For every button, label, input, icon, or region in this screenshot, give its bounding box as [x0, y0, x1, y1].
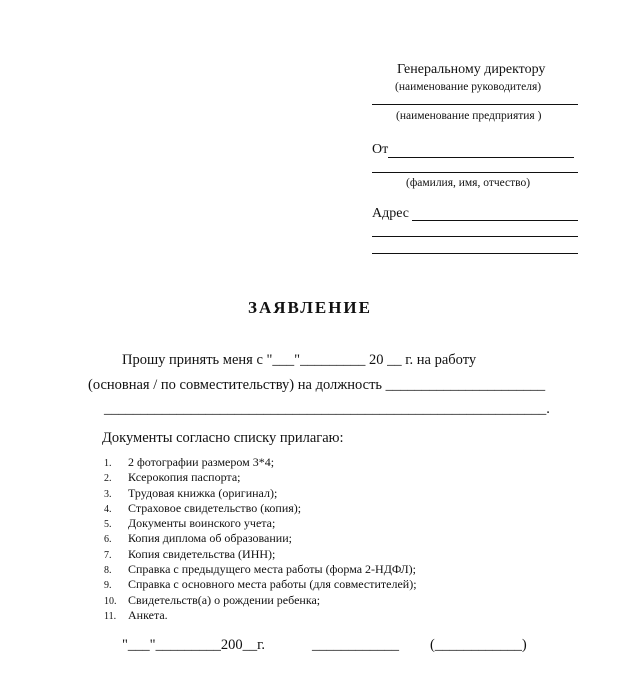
- company-caption: (наименование предприятия ): [396, 110, 542, 122]
- list-item: 9. Справка с основного места работы (для совместителей);: [104, 577, 417, 592]
- request-line-3: _____________________________________________________________.: [104, 401, 550, 417]
- request-line-1: Прошу принять меня с "___"_________ 20 __ г. на работу: [122, 352, 477, 368]
- list-item: 7. Копия свидетельства (ИНН);: [104, 546, 276, 561]
- from-line-2: [372, 172, 578, 173]
- director-caption: (наименование руководителя): [395, 81, 542, 93]
- list-item: 10. Свидетельств(а) о рождении ребенка;: [104, 592, 321, 607]
- list-item: 3. Трудовая книжка (оригинал);: [104, 485, 278, 500]
- list-item: 2. Ксерокопия паспорта;: [104, 470, 241, 485]
- documents-list: [104, 455, 417, 623]
- fio-caption: (фамилия, имя, отчество): [406, 177, 531, 189]
- date-field: "___"_________200__г.: [122, 637, 266, 653]
- signature-decoding-field: (____________): [430, 637, 527, 653]
- address-line-2: [372, 236, 578, 237]
- director-line: Генеральному директору: [397, 62, 546, 77]
- list-item: 11. Анкета.: [104, 607, 168, 622]
- list-item: 4. Страховое свидетельство (копия);: [104, 500, 302, 515]
- from-line: [388, 157, 574, 158]
- from-label: От: [372, 142, 389, 157]
- document-title: ЗАЯВЛЕНИЕ: [247, 298, 372, 317]
- documents-intro: Документы согласно списку прилагаю:: [102, 430, 344, 446]
- list-item: 5. Документы воинского учета;: [104, 516, 276, 531]
- list-item: 8. Справка с предыдущего места работы (форма 2-НДФЛ);: [104, 562, 416, 577]
- address-label: Адрес: [372, 206, 410, 221]
- list-item: 1. 2 фотографии размером 3*4;: [104, 455, 275, 469]
- signature-field: ____________: [312, 637, 399, 653]
- list-item: 6. Копия диплома об образовании;: [104, 531, 292, 546]
- company-name-line: [372, 104, 578, 105]
- request-line-2: (основная / по совместительству) на должность ______________________: [88, 377, 546, 393]
- address-line: [412, 220, 578, 221]
- address-line-3: [372, 253, 578, 254]
